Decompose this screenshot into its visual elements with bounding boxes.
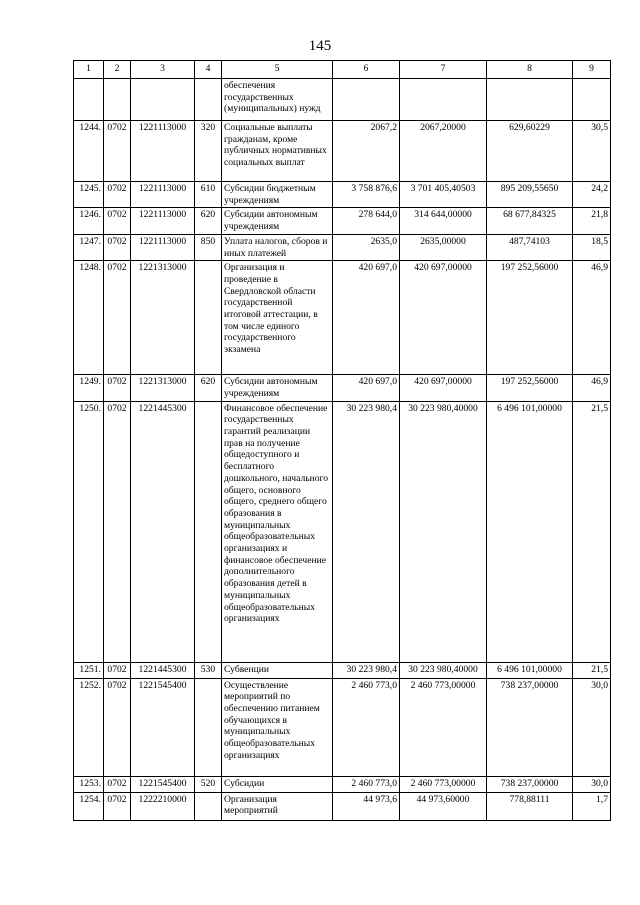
execution-percent: 24,2 <box>573 182 611 208</box>
executed-amount: 487,74103 <box>487 234 573 260</box>
executed-amount: 6 496 101,00000 <box>487 662 573 678</box>
execution-percent: 46,9 <box>573 375 611 401</box>
table-row <box>74 401 611 662</box>
item-name: Социальные выплаты гражданам, кроме публичных нормативных социальных выплат <box>222 121 333 182</box>
table-row <box>74 234 611 260</box>
budget-table <box>73 60 611 821</box>
execution-percent: 1,7 <box>573 792 611 820</box>
table-row <box>74 182 611 208</box>
executed-amount: 68 677,84325 <box>487 208 573 234</box>
table-row <box>74 208 611 234</box>
target-article-code: 1221313000 <box>131 261 195 375</box>
approved-amount: 2067,2 <box>333 121 400 182</box>
execution-percent: 21,5 <box>573 401 611 662</box>
item-name: обеспечения государственных (муниципальных) нужд <box>222 79 333 121</box>
approved-amount <box>333 79 400 121</box>
section-code: 0702 <box>104 792 131 820</box>
executed-amount: 738 237,00000 <box>487 776 573 792</box>
executed-amount: 778,88111 <box>487 792 573 820</box>
target-article-code: 1221313000 <box>131 375 195 401</box>
executed-amount: 197 252,56000 <box>487 375 573 401</box>
planned-amount: 2067,20000 <box>400 121 487 182</box>
execution-percent: 21,5 <box>573 662 611 678</box>
col-header-3: 3 <box>131 61 195 79</box>
target-article-code: 1221113000 <box>131 208 195 234</box>
table-row <box>74 776 611 792</box>
target-article-code: 1221113000 <box>131 234 195 260</box>
executed-amount: 6 496 101,00000 <box>487 401 573 662</box>
table-row <box>74 375 611 401</box>
table-row <box>74 662 611 678</box>
table-row <box>74 79 611 121</box>
approved-amount: 278 644,0 <box>333 208 400 234</box>
execution-percent: 30,0 <box>573 776 611 792</box>
col-header-9: 9 <box>573 61 611 79</box>
col-header-7: 7 <box>400 61 487 79</box>
planned-amount: 2 460 773,00000 <box>400 776 487 792</box>
target-article-code: 1221445300 <box>131 401 195 662</box>
table-row <box>74 261 611 375</box>
item-name: Организация и проведение в Свердловской области государственной итоговой аттестации, в том числе единого государственного экзамена <box>222 261 333 375</box>
section-code: 0702 <box>104 401 131 662</box>
expense-type-code: 610 <box>195 182 222 208</box>
approved-amount: 420 697,0 <box>333 375 400 401</box>
section-code: 0702 <box>104 375 131 401</box>
row-number: 1249. <box>74 375 104 401</box>
expense-type-code: 320 <box>195 121 222 182</box>
row-number: 1253. <box>74 776 104 792</box>
target-article-code <box>131 79 195 121</box>
planned-amount: 30 223 980,40000 <box>400 401 487 662</box>
item-name: Субвенции <box>222 662 333 678</box>
execution-percent: 30,0 <box>573 678 611 776</box>
executed-amount: 197 252,56000 <box>487 261 573 375</box>
col-header-1: 1 <box>74 61 104 79</box>
item-name: Субсидии <box>222 776 333 792</box>
section-code: 0702 <box>104 121 131 182</box>
planned-amount: 30 223 980,40000 <box>400 662 487 678</box>
item-name: Финансовое обеспечение государственных гарантий реализации прав на получение общедоступного и бесплатного дошкольного, начального общего, основного общего, среднего общего образования в муниципальных общеобразовательных организациях и финансовое обеспечение дополнительного образования детей в муниципальных общеобразовательных организациях <box>222 401 333 662</box>
executed-amount: 738 237,00000 <box>487 678 573 776</box>
planned-amount: 420 697,00000 <box>400 375 487 401</box>
target-article-code: 1221113000 <box>131 121 195 182</box>
expense-type-code: 520 <box>195 776 222 792</box>
planned-amount: 3 701 405,40503 <box>400 182 487 208</box>
target-article-code: 1221113000 <box>131 182 195 208</box>
row-number: 1248. <box>74 261 104 375</box>
approved-amount: 30 223 980,4 <box>333 401 400 662</box>
section-code: 0702 <box>104 662 131 678</box>
item-name: Субсидии автономным учреждениям <box>222 375 333 401</box>
table-row <box>74 678 611 776</box>
item-name: Субсидии автономным учреждениям <box>222 208 333 234</box>
approved-amount: 420 697,0 <box>333 261 400 375</box>
row-number: 1252. <box>74 678 104 776</box>
approved-amount: 3 758 876,6 <box>333 182 400 208</box>
item-name: Субсидии бюджетным учреждениям <box>222 182 333 208</box>
planned-amount: 44 973,60000 <box>400 792 487 820</box>
col-header-6: 6 <box>333 61 400 79</box>
col-header-8: 8 <box>487 61 573 79</box>
item-name: Организация мероприятий <box>222 792 333 820</box>
row-number: 1250. <box>74 401 104 662</box>
execution-percent: 46,9 <box>573 261 611 375</box>
expense-type-code <box>195 678 222 776</box>
planned-amount: 2635,00000 <box>400 234 487 260</box>
target-article-code: 1221545400 <box>131 678 195 776</box>
target-article-code: 1221445300 <box>131 662 195 678</box>
planned-amount: 2 460 773,00000 <box>400 678 487 776</box>
expense-type-code: 530 <box>195 662 222 678</box>
execution-percent: 18,5 <box>573 234 611 260</box>
approved-amount: 30 223 980,4 <box>333 662 400 678</box>
col-header-2: 2 <box>104 61 131 79</box>
row-number: 1244. <box>74 121 104 182</box>
row-number: 1246. <box>74 208 104 234</box>
header-row <box>74 61 611 79</box>
approved-amount: 44 973,6 <box>333 792 400 820</box>
expense-type-code: 620 <box>195 375 222 401</box>
approved-amount: 2 460 773,0 <box>333 678 400 776</box>
expense-type-code <box>195 792 222 820</box>
execution-percent: 30,5 <box>573 121 611 182</box>
row-number: 1247. <box>74 234 104 260</box>
executed-amount <box>487 79 573 121</box>
section-code: 0702 <box>104 182 131 208</box>
col-header-4: 4 <box>195 61 222 79</box>
approved-amount: 2 460 773,0 <box>333 776 400 792</box>
item-name: Уплата налогов, сборов и иных платежей <box>222 234 333 260</box>
section-code: 0702 <box>104 678 131 776</box>
table-row <box>74 792 611 820</box>
execution-percent: 21,8 <box>573 208 611 234</box>
section-code: 0702 <box>104 208 131 234</box>
executed-amount: 629,60229 <box>487 121 573 182</box>
table-row <box>74 121 611 182</box>
item-name: Осуществление мероприятий по обеспечению питанием обучающихся в муниципальных общеобразовательных организациях <box>222 678 333 776</box>
planned-amount: 420 697,00000 <box>400 261 487 375</box>
section-code: 0702 <box>104 776 131 792</box>
row-number: 1251. <box>74 662 104 678</box>
target-article-code: 1221545400 <box>131 776 195 792</box>
expense-type-code <box>195 261 222 375</box>
row-number: 1245. <box>74 182 104 208</box>
executed-amount: 895 209,55650 <box>487 182 573 208</box>
expense-type-code: 620 <box>195 208 222 234</box>
page-number: 145 <box>308 38 332 54</box>
col-header-5: 5 <box>222 61 333 79</box>
expense-type-code <box>195 79 222 121</box>
row-number: 1254. <box>74 792 104 820</box>
planned-amount <box>400 79 487 121</box>
execution-percent <box>573 79 611 121</box>
expense-type-code <box>195 401 222 662</box>
approved-amount: 2635,0 <box>333 234 400 260</box>
section-code: 0702 <box>104 234 131 260</box>
expense-type-code: 850 <box>195 234 222 260</box>
row-number <box>74 79 104 121</box>
planned-amount: 314 644,00000 <box>400 208 487 234</box>
target-article-code: 1222210000 <box>131 792 195 820</box>
section-code: 0702 <box>104 261 131 375</box>
section-code <box>104 79 131 121</box>
